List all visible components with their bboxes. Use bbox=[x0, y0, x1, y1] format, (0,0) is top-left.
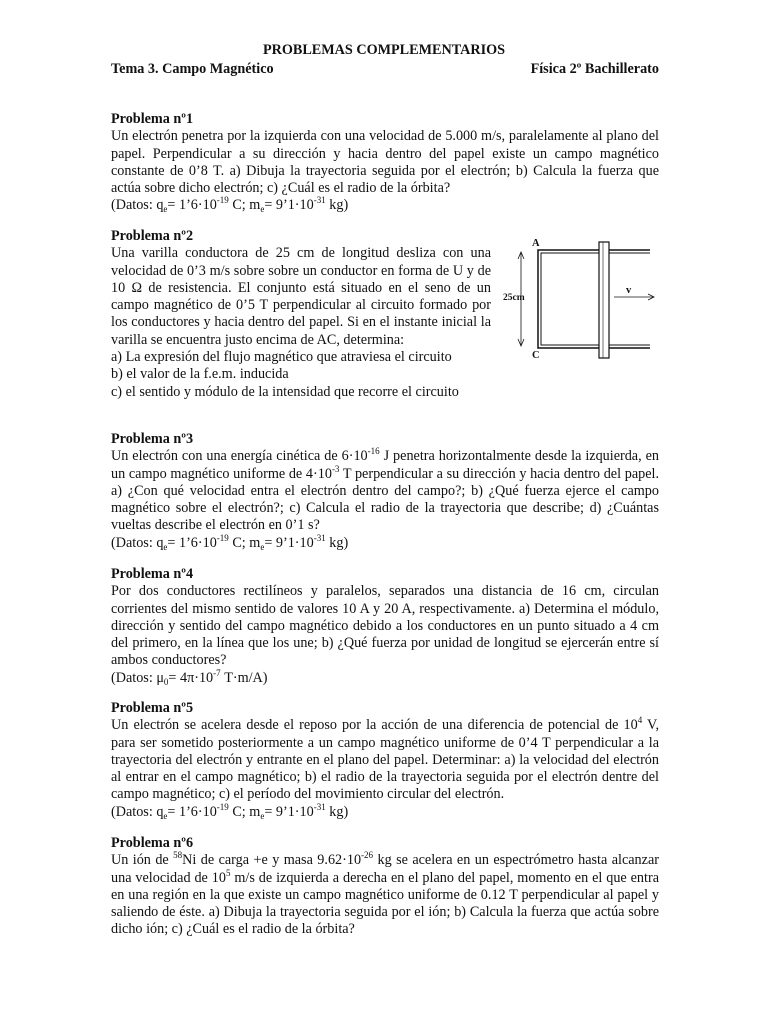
label-velocity: v bbox=[626, 285, 632, 296]
problem-4-body: Por dos conductores rectilíneos y paralelos, separados una distancia de 16 cm, circulan corrientes del mismo sentido de valores 10 A y 20 A, respectivamente. a) Determina el módulo, dirección y sentido del campo magnético debido a los conductores en un punto situado a 4 cm del primero, en la línea que los une; b) ¿Qué fuerza por unidad de longitud se ejercerán entre sí ambos conductores? bbox=[111, 583, 659, 669]
problem-2-item-a: a) La expresión del flujo magnético que atraviesa el circuito bbox=[111, 349, 452, 366]
problem-1-data: (Datos: $q_e=$ $1’6\cdot 10^{-19}$ C; $m_e=$ $9’1\cdot 10^{-31}$ kg) bbox=[111, 195, 349, 215]
problem-6 bbox=[111, 835, 659, 939]
problem-3-heading: Problema nº3 bbox=[111, 431, 194, 447]
course-label: Física 2º Bachillerato bbox=[530, 61, 659, 77]
problem-2 bbox=[111, 228, 491, 401]
problem-6-body: Un ión de $^{58}$Ni de carga +e y masa $9.62\cdot 10^{-26}$ kg se acelera en un espectrómetro hasta alcanzar una velocidad de $10^5$ m/s de izquierda a derecha en el plano del papel, momento en el que entra en una región en la que existe un campo magnético uniforme de 0.12 T perpendicular al papel y saliendo de éste. a) Dibuja la trayectoria seguida por el ión; b) Calcula la fuerza que actúa sobre dicho ión; c) ¿Cuál es el radio de la órbita? bbox=[111, 850, 659, 938]
problem-4-heading: Problema nº4 bbox=[111, 566, 194, 582]
sliding-rod bbox=[599, 242, 609, 358]
problem-3-body: Un electrón con una energía cinética de $6\cdot 10^{-16}$ J penetra horizontalmente desde la izquierda, en un campo magnético uniforme de $4\cdot 10^{-3}$ T perpendicular a su dirección y hacia dentro del papel. a) ¿Con qué velocidad entra el electrón dentro del campo?; b) ¿Qué fuerza ejerce el campo magnético sobre el electrón?; c) Calcula el radio de la trayectoria que describe; d) ¿Cuántas vueltas describe el electrón en 0’1 s? bbox=[111, 446, 659, 534]
problem-2-item-b: b) el valor de la f.e.m. inducida bbox=[111, 366, 289, 383]
problem-2-items bbox=[111, 349, 491, 401]
problem-5-body: Un electrón se acelera desde el reposo por la acción de una diferencia de potencial de $10^4$ V, para ser sometido posteriormente a un campo magnético uniforme de 0’4 T perpendicular a la trayectoria del electrón y entrante en el plano del papel. Determinar: a) la velocidad del electrón al entrar en el campo magnético; b) el radio de la trayectoria seguida por el electrón dentre del campo magnético; c) el período del movimiento circular del electrón. bbox=[111, 715, 659, 803]
problem-4-data: (Datos: $\mu_0= 4\pi\cdot 10^{-7}$ T·m/A) bbox=[111, 667, 268, 687]
problem-1-heading: Problema nº1 bbox=[111, 111, 194, 127]
problem-5-heading: Problema nº5 bbox=[111, 700, 194, 716]
label-length: 25cm bbox=[503, 293, 525, 303]
problem-2-item-c: c) el sentido y módulo de la intensidad que recorre el circuito bbox=[111, 383, 459, 400]
problem-2-body: Una varilla conductora de 25 cm de longitud desliza con una velocidad de 0’3 m/s sobre sobre un conductor en forma de U y de 10 Ω de resistencia. El conjunto está situado en el seno de un campo magnético de 0’5 T perpendicular al circuito formado por los conductores y hacia dentro del papel. Si en el instante inicial la varilla se encuentra justo encima de AC, determina: bbox=[111, 245, 491, 348]
problem-1-body: Un electrón penetra por la izquierda con una velocidad de 5.000 m/s, paralelamente al plano del papel. Perpendicular a su dirección y hacia dentro del papel existe un campo magnético constante de 0’8 T. a) Dibuja la trayectoria seguida por el electrón; b) Calcula la fuerza que actúa sobre dicho electrón; c) ¿Cuál es el radio de la órbita? bbox=[111, 128, 659, 197]
problem-1 bbox=[111, 111, 659, 215]
problem-3 bbox=[111, 431, 659, 552]
label-c: C bbox=[532, 350, 540, 361]
problem-2-heading: Problema nº2 bbox=[111, 228, 194, 244]
label-a: A bbox=[532, 238, 540, 249]
problem-3-data: (Datos: $q_e=$ $1’6\cdot 10^{-19}$ C; $m_e=$ $9’1\cdot 10^{-31}$ kg) bbox=[111, 532, 349, 552]
problem-5 bbox=[111, 700, 659, 821]
problem-5-data: (Datos: $q_e=$ $1’6\cdot 10^{-19}$ C; $m_e=$ $9’1\cdot 10^{-31}$ kg) bbox=[111, 801, 349, 821]
topic-label: Tema 3. Campo Magnético bbox=[111, 61, 274, 77]
problem-6-heading: Problema nº6 bbox=[111, 835, 194, 851]
document-subheader bbox=[111, 61, 659, 78]
u-conductor-inner bbox=[541, 253, 650, 345]
document-title: PROBLEMAS COMPLEMENTARIOS bbox=[262, 42, 506, 58]
u-conductor-diagram bbox=[500, 238, 665, 363]
problem-4 bbox=[111, 566, 659, 687]
u-conductor-outer bbox=[538, 250, 650, 348]
